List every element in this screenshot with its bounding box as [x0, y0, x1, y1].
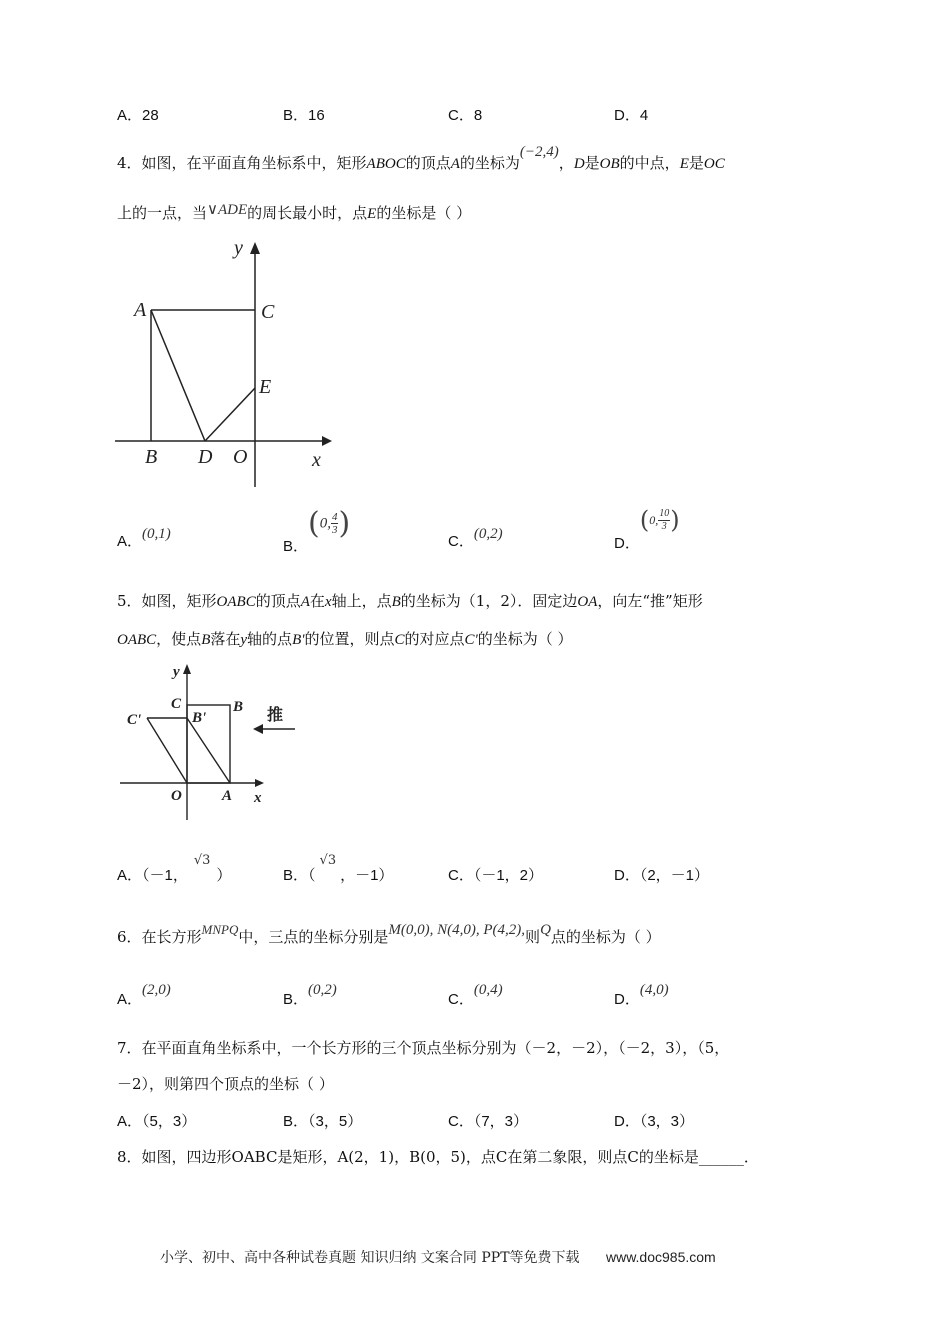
footer-url[interactable]: www.doc985.com — [605, 1249, 716, 1265]
segment-CpO — [147, 718, 187, 783]
q4-figure — [110, 232, 340, 492]
q5-line1: 5．如图，矩形OABC的顶点A在x轴上，点B的坐标为（1，2）．固定边OA，向左“推”矩形 — [117, 592, 703, 610]
footer-left: 小学、初中、高中各种试卷真题 知识归纳 文案合同 PPT等免费下载 — [160, 1250, 580, 1266]
label-push: 推 — [267, 705, 284, 724]
footer — [160, 1247, 716, 1267]
q8-question: 8．如图，四边形OABC是矩形，A(2，1)，B(0，5)，点C在第二象限，则点C的坐标是______． — [117, 1148, 759, 1166]
segment-DE — [205, 388, 255, 441]
label-Cp: C' — [127, 712, 142, 728]
q6-option-a: A．(2,0) — [117, 982, 171, 1008]
q6-option-c: C．(0,4) — [448, 982, 503, 1008]
label-O: O — [233, 446, 248, 468]
label-Bp: B' — [192, 710, 207, 726]
q6-option-b: B．(0,2) — [283, 982, 337, 1008]
label-E: E — [259, 376, 272, 398]
q4-line1: 4．如图，在平面直角坐标系中，矩形ABOC的顶点A的坐标为(−2,4)，D是OB的中点，E是OC — [117, 144, 725, 172]
q5-option-d: D．（2，－1） — [614, 867, 710, 884]
q5-option-b: B．（√3，－1） — [283, 853, 394, 884]
q7-option-d: D．（3，3） — [614, 1113, 695, 1130]
label-A: A — [134, 299, 147, 321]
q4-option-c: C．(0,2) — [448, 526, 503, 550]
q6-question: 6．在长方形MNPQ中，三点的坐标分别是M(0,0), N(4,0), P(4,2),则Q点的坐标为（ ） — [117, 922, 661, 946]
label-x: x — [254, 790, 262, 806]
label-O: O — [171, 788, 182, 804]
q7-line1: 7．在平面直角坐标系中，一个长方形的三个顶点坐标分别为（－2，－2），（－2，3），（5， — [117, 1039, 730, 1057]
q7-option-a: A．（5，3） — [117, 1113, 197, 1130]
q4-line2: 上的一点，当∨ADE的周长最小时，点E的坐标是（ ） — [117, 202, 472, 222]
label-C: C — [171, 696, 182, 712]
q3-option-b: B．16 — [283, 107, 325, 124]
label-C: C — [261, 301, 275, 323]
q7-line2: －2），则第四个顶点的坐标（ ） — [117, 1075, 334, 1093]
q5-figure — [115, 660, 315, 825]
label-y: y — [173, 664, 180, 680]
label-B: B — [145, 446, 158, 468]
label-A: A — [222, 788, 233, 804]
q3-option-d: D．4 — [614, 107, 649, 124]
label-x: x — [312, 449, 321, 471]
label-y: y — [234, 237, 243, 259]
q5-option-c: C．（－1，2） — [448, 867, 544, 884]
q4-option-d: D．(0, $\frac{10}{3}$ ) — [614, 506, 680, 552]
segment-AD — [151, 310, 205, 441]
q3-option-c: C．8 — [448, 107, 483, 124]
q4-option-a: A．(0,1) — [117, 526, 171, 550]
label-B: B — [233, 699, 244, 715]
q5-option-a: A．（－1，√3） — [117, 853, 232, 884]
segment-BpA — [187, 718, 230, 783]
q7-option-b: B．（3，5） — [283, 1113, 363, 1130]
q3-option-a: A．28 — [117, 107, 159, 124]
q7-option-c: C．（7，3） — [448, 1113, 529, 1130]
q5-line2: OABC，使点B落在y轴的点B'的位置，则点C的对应点C'的坐标为（ ） — [117, 630, 573, 648]
q4-option-b: B．(0, $\frac{4}{3}$ ) — [283, 506, 351, 556]
label-D: D — [198, 446, 213, 468]
q6-option-d: D．(4,0) — [614, 982, 669, 1008]
